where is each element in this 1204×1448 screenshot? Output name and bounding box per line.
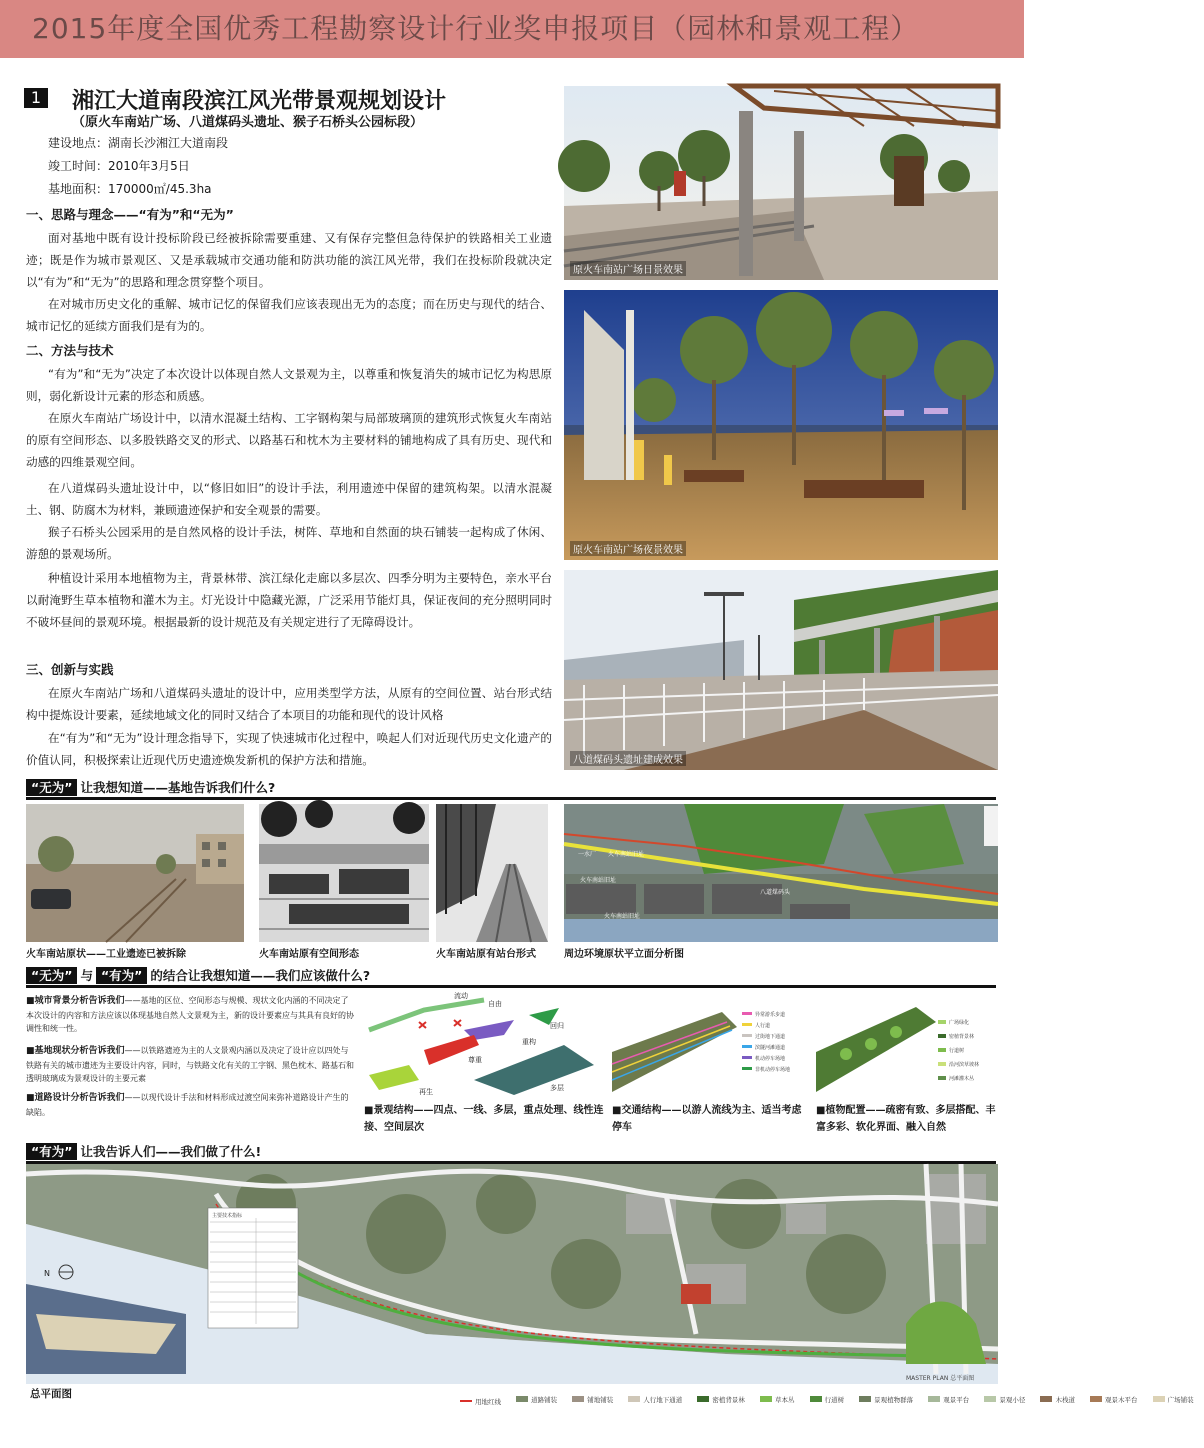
- project-title: 湘江大道南段滨江风光带景观规划设计: [72, 89, 447, 114]
- note-site-status-title: ■基地现状分析告诉我们: [26, 1046, 125, 1056]
- diagram-word-rebirth: 再生: [419, 1088, 433, 1096]
- traffic-legend-5: 机动停车场地: [755, 1056, 786, 1062]
- caption-planting: ■植物配置——疏密有致、多层搭配、丰富多彩、软化界面、融入自然: [816, 1105, 996, 1133]
- planting-legend-5: 河滩灌木丛: [949, 1076, 975, 1082]
- legend-swatch-red-line: [460, 1400, 472, 1402]
- band-3-title: [26, 1142, 261, 1160]
- legend-label: 道路铺装: [531, 1395, 558, 1404]
- legend-swatch: [516, 1396, 528, 1402]
- section-3-paragraph-2: 在“有为”和“无为”设计理念指导下，实现了快速城市化过程中，唤起人们对近现代历史文化遗产的价值认同，积极探索让近现代历史遗迹焕发新机的保护方法和措施。: [26, 731, 552, 767]
- meta-location: 建设地点：湖南长沙湘江大道南段: [48, 136, 229, 150]
- section-3-heading: 三、创新与实践: [26, 662, 114, 677]
- photo-original-space: [259, 804, 429, 942]
- band-3-title-text: 让我告诉人们——我们做了什么!: [80, 1144, 262, 1159]
- band-2-rule: [26, 985, 996, 988]
- legend-label: 景观小径: [999, 1395, 1026, 1404]
- section-2-heading: 二、方法与技术: [26, 343, 114, 358]
- site-analysis-map: [564, 804, 998, 942]
- diagram-word-rebuild: 重构: [522, 1038, 536, 1046]
- note-road-design: [26, 1091, 356, 1119]
- legend-item: [928, 1395, 969, 1404]
- master-plan: [26, 1164, 998, 1384]
- planting-legend-4: 沿河滨草坡林: [949, 1062, 980, 1068]
- legend-label: 密植背景林: [712, 1395, 745, 1404]
- diagram-word-freedom: 自由: [488, 1000, 502, 1008]
- map-label-station-3: 火车南站旧址: [604, 913, 641, 920]
- photo-night-view: [564, 290, 998, 560]
- project-number-badge: 1: [24, 88, 48, 108]
- band-1-pill: “无为”: [26, 779, 77, 796]
- section-2-paragraph-3: 在八道煤码头遗址设计中，以“修旧如旧”的设计手法，利用遗迹中保留的建筑构架。以清水混凝土、钢、防腐木为材料，兼顾遗迹保护和安全观景的需要。: [26, 481, 552, 517]
- meta-completion: 竣工时间：2010年3月5日: [48, 159, 190, 173]
- diagram-word-return: 回归: [550, 1022, 564, 1030]
- legend-swatch: [697, 1396, 709, 1402]
- legend-swatch: [1040, 1396, 1052, 1402]
- caption-landscape-structure: ■景观结构——四点、一线、多层，重点处理、线性连接、空间层次: [364, 1105, 604, 1133]
- caption-day-view: 原火车南站广场日景效果: [570, 261, 686, 276]
- legend-swatch: [859, 1396, 871, 1402]
- legend-swatch: [760, 1396, 772, 1402]
- tech-table-title: 主要技术指标: [212, 1213, 243, 1219]
- band-1-rule: [26, 797, 996, 800]
- traffic-legend-2: 人行道: [755, 1023, 771, 1029]
- photo-day-view: [564, 86, 998, 280]
- band-2-connector: 与: [80, 968, 93, 983]
- caption-night-view: 原火车南站广场夜景效果: [570, 541, 686, 556]
- legend-label: 观景平台: [943, 1395, 970, 1404]
- legend-label: 观景木平台: [1105, 1395, 1138, 1404]
- planting-legend-1: 广场绿化: [949, 1020, 970, 1026]
- photo-coal-wharf: [564, 570, 998, 770]
- legend-item: [810, 1395, 845, 1404]
- legend-swatch: [928, 1396, 940, 1402]
- legend-item: [628, 1395, 682, 1404]
- caption-master-plan: 总平面图: [30, 1388, 72, 1400]
- traffic-legend-4: 滨隧河滩通道: [755, 1045, 786, 1051]
- traffic-legend-3: 过街地下通道: [755, 1034, 786, 1040]
- caption-site-status: 火车南站原状——工业遗迹已被拆除: [26, 949, 186, 960]
- map-label-coal-wharf: 八道煤码头: [760, 889, 791, 896]
- caption-original-space: 火车南站原有空间形态: [259, 949, 359, 960]
- meta-area: 基地面积：170000㎡/45.3ha: [48, 182, 212, 196]
- legend-swatch: [984, 1396, 996, 1402]
- legend-swatch: [572, 1396, 584, 1402]
- note-urban-background-title: ■城市背景分析告诉我们: [26, 996, 125, 1006]
- note-urban-background: [26, 994, 356, 1036]
- section-2-paragraph-2: 在原火车南站广场设计中，以清水混凝土结构、工字钢构架与局部玻璃顶的建筑形式恢复火车南站的原有空间形态、以多股铁路交叉的形式、以路基石和枕木为主要材料的铺地构成了具有历史、现代和动感的四维景观空间。: [26, 411, 552, 469]
- legend-label: 人行地下通道: [643, 1395, 683, 1404]
- legend-label: 广场铺装: [1167, 1395, 1194, 1404]
- legend-item: [859, 1395, 913, 1404]
- note-urban-background-text: ——基地的区位、空间形态与规模、现状文化内涵的不同决定了本次设计的内容和方法应该以体现基地自然人文景观为主，新的设计要素应与其具有良好的协调性和统一性。: [26, 996, 354, 1033]
- project-subtitle: （原火车南站广场、八道煤码头遗址、猴子石桥头公园标段）: [72, 115, 424, 130]
- note-site-status-text: ——以铁路遗迹为主的人文景观内涵以及决定了设计应以四处与铁路有关的城市遗迹为主要设计内容，同时，与铁路文化有关的工字钢、黑色枕木、路基石和透明玻璃成为景观设计的主要元素: [26, 1046, 354, 1083]
- section-1-paragraph-2: 在对城市历史文化的重解、城市记忆的保留我们应该表现出无为的态度；而在历史与现代的结合、城市记忆的延续方面我们是有为的。: [26, 297, 552, 333]
- note-road-design-text: ——以现代设计手法和材料形成过渡空间来弥补道路设计产生的缺陷。: [26, 1093, 349, 1117]
- legend-item: [572, 1395, 613, 1404]
- band-2-pill-1: “无为”: [26, 967, 77, 984]
- masterplan-label: MASTER PLAN 总平面图: [906, 1375, 975, 1382]
- band-1-title: [26, 778, 275, 796]
- legend-label: 景观植物群落: [874, 1395, 914, 1404]
- planting-diagram: [816, 992, 998, 1100]
- traffic-legend-6: 非机动停车场地: [755, 1067, 791, 1073]
- note-road-design-title: ■道路设计分析告诉我们: [26, 1093, 125, 1103]
- legend-label: 草本丛: [774, 1395, 795, 1404]
- band-1-title-text: 让我想知道——基地告诉我们什么?: [80, 780, 276, 795]
- legend-label: 用地红线: [475, 1397, 501, 1406]
- photo-original-platform: [436, 804, 548, 942]
- legend-item: [516, 1395, 557, 1404]
- legend-label: 行道树: [824, 1395, 845, 1404]
- legend-item: [1153, 1395, 1194, 1404]
- section-3-paragraph-1: 在原火车南站广场和八道煤码头遗址的设计中，应用类型学方法，从原有的空间位置、站台形式结构中提炼设计要素，延续地域文化的同时又结合了本项目的功能和现代的设计风格: [26, 686, 552, 722]
- diagram-word-layers: 多层: [550, 1084, 564, 1092]
- legend-label: 铺地铺装: [587, 1395, 614, 1404]
- traffic-structure-diagram: [612, 992, 800, 1100]
- legend-item: [460, 1397, 501, 1406]
- legend-item: [1090, 1395, 1138, 1404]
- map-label-water-plant: 一水厂: [578, 851, 597, 858]
- section-1-heading: 一、思路与理念——“有为”和“无为”: [26, 207, 234, 222]
- legend-swatch: [1090, 1396, 1102, 1402]
- legend-item: [984, 1395, 1025, 1404]
- caption-traffic-structure: ■交通结构——以游人流线为主、适当考虑停车: [612, 1105, 802, 1133]
- band-3-pill: “有为”: [26, 1143, 77, 1160]
- map-label-station-1: 火车南站旧址: [608, 851, 645, 858]
- legend-item: [697, 1395, 745, 1404]
- diagram-word-flow: 流动: [454, 992, 468, 1000]
- legend-item: [760, 1395, 795, 1404]
- planting-legend-3: 行道树: [949, 1048, 965, 1054]
- section-2-paragraph-5: 种植设计采用本地植物为主，背景林带、滨江绿化走廊以多层次、四季分明为主要特色，亲水平台以耐淹野生草本植物和灌木为主。灯光设计中隐藏光源，广泛采用节能灯具，保证夜间的充分照明同时不破坏昼间的景观环境。根据最新的设计规范及有关规定进行了无障碍设计。: [26, 571, 552, 629]
- banner-title: 2015年度全国优秀工程勘察设计行业奖申报项目（园林和景观工程）: [0, 0, 1024, 58]
- north-arrow: N: [44, 1269, 50, 1278]
- planting-legend-2: 密植背景林: [949, 1034, 975, 1040]
- legend-item: [1040, 1395, 1075, 1404]
- legend-swatch: [628, 1396, 640, 1402]
- legend-label: 木栈道: [1055, 1395, 1075, 1404]
- landscape-structure-diagram: [364, 990, 602, 1100]
- diagram-word-respect: 尊重: [468, 1056, 482, 1064]
- note-site-status: [26, 1044, 356, 1086]
- map-label-station-2: 火车南站旧址: [580, 877, 617, 884]
- master-plan-legend: [460, 1387, 1194, 1406]
- band-2-title-text: 的结合让我想知道——我们应该做什么?: [150, 968, 371, 983]
- traffic-legend-1: 异常游乐步道: [755, 1012, 786, 1018]
- caption-coal-wharf: 八道煤码头遗址建成效果: [570, 751, 686, 766]
- legend-swatch: [810, 1396, 822, 1402]
- caption-site-analysis: 周边环境原状平立面分析图: [564, 949, 684, 960]
- photo-site-status: [26, 804, 244, 942]
- band-2-title: [26, 966, 370, 984]
- band-2-pill-2: “有为”: [96, 967, 147, 984]
- section-2-paragraph-1: “有为”和“无为”决定了本次设计以体现自然人文景观为主，以尊重和恢复消失的城市记忆为构思原则，弱化新设计元素的形态和质感。: [26, 367, 552, 403]
- legend-swatch: [1153, 1396, 1165, 1402]
- caption-original-platform: 火车南站原有站台形式: [436, 949, 536, 960]
- section-1-paragraph-1: 面对基地中既有设计投标阶段已经被拆除需要重建、又有保存完整但急待保护的铁路相关工业遗迹；既是作为城市景观区、又是承载城市交通功能和防洪功能的滨江风光带，我们在投标阶段就决定以“有为”和“无为”的思路和理念贯穿整个项目。: [26, 231, 552, 289]
- section-2-paragraph-4: 猴子石桥头公园采用的是自然风格的设计手法，树阵、草地和自然面的块石铺装一起构成了休闲、游憩的景观场所。: [26, 525, 552, 561]
